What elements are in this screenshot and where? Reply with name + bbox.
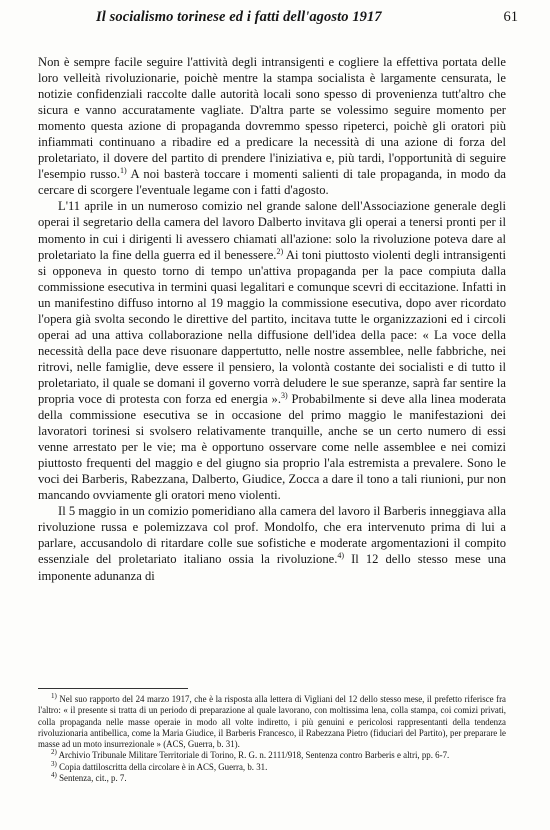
paragraph-text: Ai toni piuttosto violenti degli intransigenti si opponeva in questo torno di tempo un'attiva propaganda per la pace compiuta dalla commissione esecutiva in termini quasi legalitari e comunque scevri di eccitazione. Infatti in un manifestino diffuso intorno al 19 maggio la commissione esecutiva, dopo aver ricordato l'opera già svolta secondo le direttive del partito, incitava tutte le organizzazioni ed i circoli operai ad una attiva collaborazione nella diffusione dell'idea della pace: « La voce della necessità della pace deve risuonare dappertutto, nelle nostre assemblee, nelle fabbriche, nei ritrovi, nelle famiglie, deve essere il pensiero, la volontà costante dei socialisti e di tutto il proletariato, il quale se domani il governo vorrà deludere le sue speranze, saprà far sentire la propria voce di protesta con forza ed energia ». bbox=[38, 247, 506, 406]
paragraph-text: Probabilmente si deve alla linea moderata della commissione esecutiva se in occasione del primo maggio le manifestazioni dei lavoratori torinesi si svolsero relativamente tranquille, anche se un certo numero di essi venne arrestato per le vie; ma è opportuno osservare come nelle assemblee e nei comizi piuttosto frequenti del maggio e del giugno sia proprio l'ala estremista a prevalere. Sono le voci dei Barberis, Rabezzana, Dalberto, Giudice, Zocca a dare il tono a tali riunioni, pur non mancando ovviamente gli oratori meno violenti. bbox=[38, 391, 507, 503]
page-number: 61 bbox=[503, 9, 518, 25]
paragraph-text: Il 12 dello stesso mese una imponente adunanza di bbox=[38, 552, 506, 583]
footnote-number: 4) bbox=[51, 771, 57, 780]
footnote-number: 1) bbox=[51, 692, 57, 701]
paragraph-text: L'11 aprile in un numeroso comizio nel grande salone dell'Associazione generale degli operai il segretario della camera del lavoro Dalberto invitava gli operai a tenersi pronti per il momento in cui i dirigenti li avessero chiamati all'azione: solo la rivoluzione poteva dare al proletariato la fine della guerra ed il benessere. bbox=[38, 199, 506, 262]
footnotes bbox=[38, 694, 506, 784]
footnote-ref: 4) bbox=[337, 551, 345, 561]
page-header bbox=[38, 9, 518, 29]
paragraph bbox=[38, 198, 506, 503]
footnote-text: Sentenza, cit., p. 7. bbox=[59, 773, 127, 784]
footnote-ref: 1) bbox=[120, 166, 127, 176]
footnote bbox=[38, 773, 506, 784]
footnote-text: Nel suo rapporto del 24 marzo 1917, che è la risposta alla lettera di Vigliani del 12 dello stesso mese, il prefetto riferisce fra l'altro: « il presente si tratta di un periodo di preparazione al quale lavorano, con moltissima lena, colla stampa, coi comizi privati, colla propaganda nelle masse operaie in modo all volte indiretto, i più genuini e pericolosi rappresentanti della tendenza rivoluzionaria antibellica, come la Maria Giudice, il Barberis Francesco, il Rabezzana Pietro (fiduciari del Partito), per preparare le masse ad un moto insurrezionale » (ACS, Guerra, b. 31). bbox=[38, 694, 506, 750]
footnote bbox=[38, 759, 506, 773]
footnote bbox=[38, 694, 506, 750]
footnote-text: Archivio Tribunale Militare Territoriale di Torino, R. G. n. 2111/918, Sentenza contro Barberis e altri, pp. 6-7. bbox=[58, 750, 450, 761]
footnote-ref: 3) bbox=[280, 390, 288, 400]
footnote bbox=[38, 750, 506, 761]
paragraph bbox=[38, 54, 506, 198]
paragraph-text: A noi basterà toccare i momenti salienti di tale propaganda, in modo da cercare di scorgere l'eventuale legame con i fatti d'agosto. bbox=[38, 167, 507, 198]
paragraph-text: Il 5 maggio in un comizio pomeridiano alla camera del lavoro il Barberis inneggiava alla rivoluzione russa e polemizzava col prof. Mondolfo, che era intervenuto prima di lui a parlare, accusandolo di ritardare colle sue sofistiche e moderate argomentazioni il compito essenziale del proletariato italiano ossia la rivoluzione. bbox=[38, 504, 506, 567]
paragraph-text: Non è sempre facile seguire l'attività degli intransigenti e cogliere la effettiva portata delle loro velleità rivoluzionarie, poichè mentre la stampa socialista è largamente censurata, le notizie confidenziali raccolte dalle autorità locali sono spesso di provenienza tutt'altro che sicura e vanno accuratamente vagliate. D'altra parte se volessimo seguire momento per momento questa azione di propaganda dovremmo spesso ripeterci, poichè gli oratori più infiammati continuano a ribadire ed a predicare la necessità di una azione di forza del proletariato, il dovere del partito di prendere l'iniziativa e, più tardi, l'opportunità di seguire l'esempio russo. bbox=[38, 55, 506, 182]
paragraph bbox=[38, 503, 506, 583]
footnote-separator bbox=[38, 688, 188, 689]
footnote-number: 2) bbox=[51, 748, 57, 757]
footnote-ref: 2) bbox=[276, 246, 284, 256]
footnote-text: Copia dattiloscritta della circolare è in ACS, Guerra, b. 31. bbox=[59, 761, 268, 772]
body-text bbox=[38, 54, 506, 584]
running-title: Il socialismo torinese ed i fatti dell'agosto 1917 bbox=[96, 9, 382, 25]
footnote-number: 3) bbox=[51, 759, 57, 768]
